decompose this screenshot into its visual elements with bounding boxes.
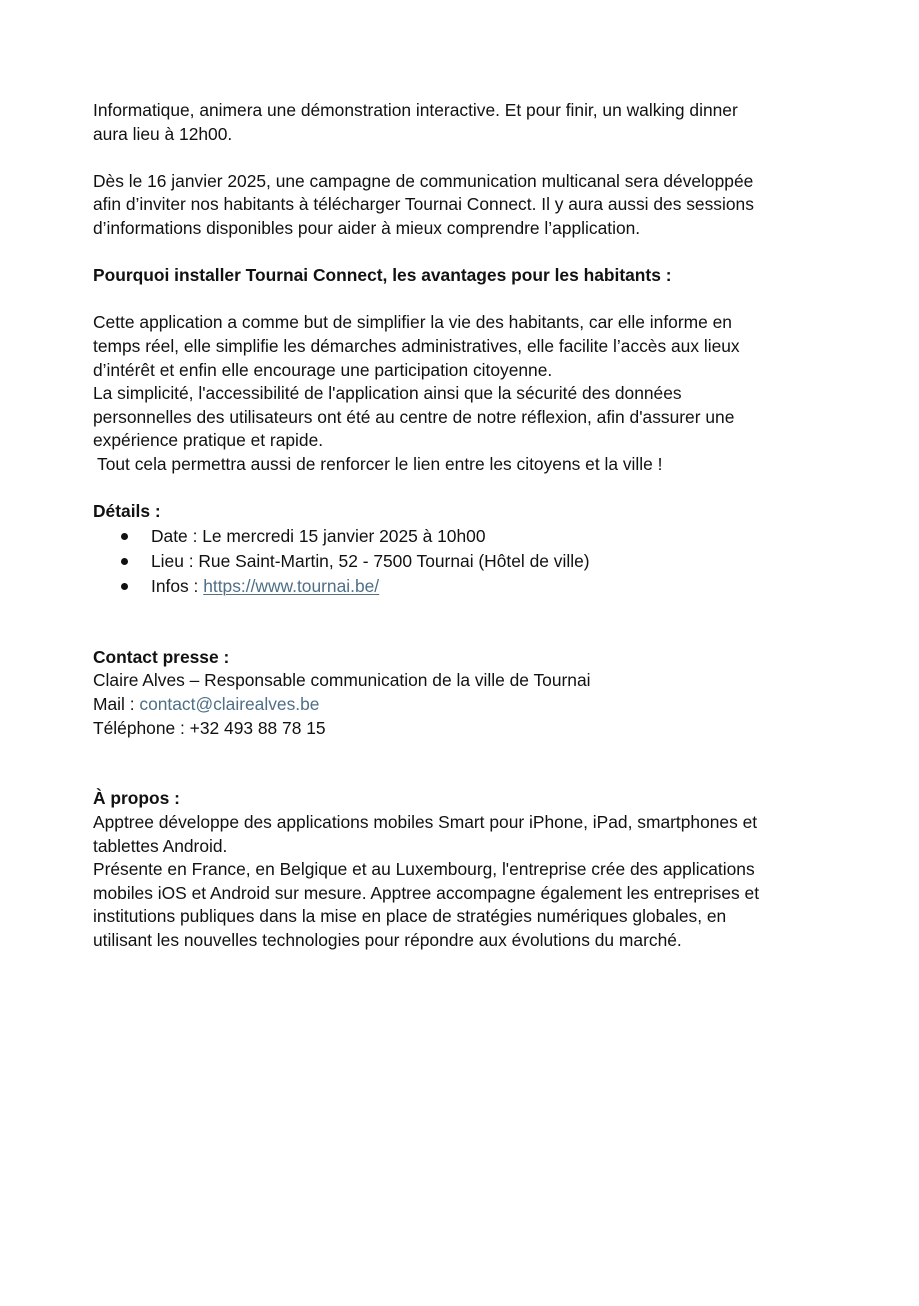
benefits-heading: Pourquoi installer Tournai Connect, les avantages pour les habitants : <box>93 265 672 286</box>
paragraph-gap <box>93 288 819 312</box>
intro-line: aura lieu à 12h00. <box>93 123 233 144</box>
details-item-info <box>93 574 819 599</box>
paragraph-gap <box>93 146 819 170</box>
intro-line: Informatique, animera une démonstration interactive. Et pour finir, un walking dinner <box>93 100 738 120</box>
bullet-icon <box>121 533 128 540</box>
intro-line: Dès le 16 janvier 2025, une campagne de communication multicanal sera développée <box>93 170 754 191</box>
details-list <box>93 524 819 599</box>
bullet-icon <box>121 583 128 590</box>
about-line: utilisant les nouvelles technologies pour répondre aux évolutions du marché. <box>93 930 682 950</box>
about-line: Apptree développe des applications mobiles Smart pour iPhone, iPad, smartphones et <box>93 812 758 833</box>
intro-line: afin d’inviter nos habitants à télécharger Tournai Connect. Il y aura aussi des sessions <box>93 194 754 215</box>
email-link[interactable]: contact@clairealves.be <box>139 694 320 715</box>
intro-line: d’informations disponibles pour aider à mieux comprendre l’application. <box>93 217 641 238</box>
about-line: Présente en France, en Belgique et au Luxembourg, l'entreprise crée des applications <box>93 859 755 880</box>
contact-heading: Contact presse : <box>93 646 230 667</box>
about-line: mobiles iOS et Android sur mesure. Apptree accompagne également les entreprises et <box>93 882 760 903</box>
benefits-line: Tout cela permettra aussi de renforcer le lien entre les citoyens et la ville ! <box>97 453 663 474</box>
paragraph-gap <box>93 740 819 764</box>
benefits-line: d’intérêt et enfin elle encourage une participation citoyenne. <box>93 359 553 380</box>
paragraph-gap <box>93 477 819 501</box>
details-item-date <box>93 524 819 549</box>
details-item-label: Lieu : Rue Saint-Martin, 52 - 7500 Tournai (Hôtel de ville) <box>151 550 590 571</box>
about-line: institutions publiques dans la mise en place de stratégies numériques globales, en <box>93 906 727 927</box>
about-heading: À propos : <box>93 788 180 809</box>
website-link[interactable]: https://www.tournai.be/ <box>203 575 380 596</box>
paragraph-gap <box>93 599 819 623</box>
about-line: tablettes Android. <box>93 835 228 856</box>
paragraph-gap <box>93 241 819 265</box>
details-item-label: Infos : <box>151 575 204 596</box>
paragraph-gap <box>93 764 819 788</box>
benefits-line: Cette application a comme but de simplifier la vie des habitants, car elle informe en <box>93 312 732 333</box>
benefits-line: personnelles des utilisateurs ont été au centre de notre réflexion, afin d'assurer une <box>93 406 735 427</box>
benefits-line: La simplicité, l'accessibilité de l'application ainsi que la sécurité des données <box>93 383 682 404</box>
bullet-icon <box>121 558 128 565</box>
benefits-line: temps réel, elle simplifie les démarches administratives, elle facilite l’accès aux lieux <box>93 335 740 356</box>
paragraph-gap <box>93 622 819 646</box>
mail-label: Mail : <box>93 694 140 715</box>
contact-phone-line: Téléphone : +32 493 88 78 15 <box>93 717 326 738</box>
details-heading: Détails : <box>93 501 161 522</box>
benefits-line: expérience pratique et rapide. <box>93 430 324 451</box>
details-item-label: Date : Le mercredi 15 janvier 2025 à 10h00 <box>151 525 486 546</box>
contact-name-line: Claire Alves – Responsable communication de la ville de Tournai <box>93 670 591 691</box>
contact-mail-line <box>93 693 819 717</box>
details-item-place <box>93 549 819 574</box>
